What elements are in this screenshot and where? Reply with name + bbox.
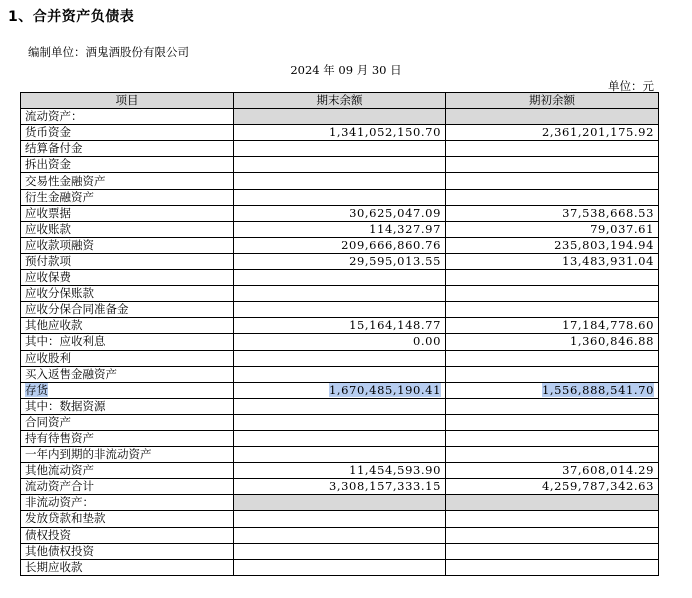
begin-balance-value: 37,608,014.29 [562,463,654,478]
end-balance-cell [234,430,446,446]
begin-balance-cell [446,527,659,543]
row-label [21,253,234,269]
table-row [21,125,659,141]
begin-balance-cell [446,479,659,495]
end-balance-cell [234,237,446,253]
end-balance-cell [234,318,446,334]
row-label [21,479,234,495]
begin-balance-cell [446,334,659,350]
row-label-text: 其他应收款 [25,318,83,333]
begin-balance-cell [446,253,659,269]
row-label-text: 拆出资金 [25,157,71,172]
end-balance-value: 11,454,593.90 [349,463,441,478]
begin-balance-cell [446,430,659,446]
row-label [21,366,234,382]
row-label [21,495,234,511]
begin-balance-value: 37,538,668.53 [562,205,654,220]
header-begin-balance: 期初余额 [446,93,659,109]
end-balance-value: 29,595,013.55 [349,253,441,268]
row-label [21,430,234,446]
begin-balance-cell [446,398,659,414]
row-label [21,189,234,205]
end-balance-cell [234,189,446,205]
table-row [21,205,659,221]
begin-balance-value: 79,037.61 [590,221,654,236]
begin-balance-cell [446,495,659,511]
end-balance-cell [234,479,446,495]
table-row [21,189,659,205]
row-label-text: 债权投资 [25,527,71,542]
end-balance-value: 1,670,485,190.41 [328,382,441,397]
unit-label: 单位：元 [608,79,654,93]
row-label-text: 其他债权投资 [25,543,94,558]
row-label-text: 发放贷款和垫款 [25,511,106,526]
end-balance-cell [234,253,446,269]
header-end-balance: 期末余额 [234,93,446,109]
row-label [21,270,234,286]
end-balance-cell [234,366,446,382]
row-label-text: 应收款项融资 [25,237,94,252]
begin-balance-value: 2,361,201,175.92 [541,125,654,140]
table-row [21,237,659,253]
row-label-text: 货币资金 [25,125,71,140]
begin-balance-cell [446,286,659,302]
table-row [21,543,659,559]
table-row [21,447,659,463]
table-row [21,463,659,479]
begin-balance-cell [446,350,659,366]
row-label [21,205,234,221]
table-row [21,109,659,125]
row-label-text: 存货 [25,382,48,397]
table-row [21,221,659,237]
table-row [21,270,659,286]
table-row [21,559,659,575]
begin-balance-cell [446,237,659,253]
begin-balance-cell [446,414,659,430]
row-label-text: 其中：数据资源 [25,398,106,413]
end-balance-cell [234,463,446,479]
begin-balance-value: 1,556,888,541.70 [541,382,654,397]
table-row [21,318,659,334]
end-balance-cell [234,398,446,414]
row-label-text: 应收账款 [25,221,71,236]
report-date: 2024 年 09 月 30 日 [290,63,402,77]
table-row [21,414,659,430]
end-balance-value: 0.00 [412,334,441,349]
begin-balance-value: 13,483,931.04 [562,253,654,268]
row-label-text: 其中：应收利息 [25,334,106,349]
begin-balance-cell [446,366,659,382]
begin-balance-value: 17,184,778.60 [562,318,654,333]
table-row [21,334,659,350]
end-balance-cell [234,447,446,463]
row-label [21,109,234,125]
row-label-text: 应收票据 [25,205,71,220]
row-label [21,350,234,366]
table-header-row [21,93,659,109]
table-row [21,157,659,173]
row-label-text: 非流动资产： [25,495,94,510]
table-row [21,286,659,302]
end-balance-cell [234,205,446,221]
row-label-text: 交易性金融资产 [25,173,106,188]
row-label [21,398,234,414]
row-label-text: 应收分保合同准备金 [25,302,129,317]
section-title: 1、合并资产负债表 [8,9,135,25]
row-label-text: 预付款项 [25,253,71,268]
begin-balance-cell [446,447,659,463]
begin-balance-cell [446,189,659,205]
begin-balance-value: 235,803,194.94 [554,237,654,252]
end-balance-cell [234,302,446,318]
end-balance-cell [234,511,446,527]
row-label-text: 其他流动资产 [25,463,94,478]
table-row [21,173,659,189]
header-item: 项目 [21,93,234,109]
end-balance-value: 3,308,157,333.15 [328,479,441,494]
row-label [21,334,234,350]
table-row [21,350,659,366]
end-balance-cell [234,141,446,157]
begin-balance-cell [446,318,659,334]
row-label [21,527,234,543]
begin-balance-cell [446,125,659,141]
end-balance-value: 114,327.97 [369,221,441,236]
row-label [21,237,234,253]
end-balance-cell [234,527,446,543]
table-row [21,495,659,511]
end-balance-cell [234,286,446,302]
begin-balance-cell [446,157,659,173]
row-label [21,463,234,479]
row-label [21,302,234,318]
row-label-text: 一年内到期的非流动资产 [25,447,152,462]
begin-balance-cell [446,543,659,559]
row-label [21,157,234,173]
end-balance-cell [234,109,446,125]
row-label [21,173,234,189]
row-label-text: 持有待售资产 [25,431,94,446]
begin-balance-cell [446,511,659,527]
end-balance-cell [234,334,446,350]
row-label-text: 流动资产： [25,109,83,124]
begin-balance-value: 1,360,846.88 [569,334,654,349]
row-label [21,559,234,575]
begin-balance-cell [446,559,659,575]
row-label-text: 长期应收款 [25,559,83,574]
table-row [21,511,659,527]
begin-balance-cell [446,221,659,237]
end-balance-value: 30,625,047.09 [349,205,441,220]
row-label [21,382,234,398]
end-balance-cell [234,414,446,430]
table-row [21,302,659,318]
table-row [21,479,659,495]
row-label-text: 应收股利 [25,350,71,365]
begin-balance-cell [446,463,659,479]
company-line: 编制单位：酒鬼酒股份有限公司 [28,45,189,59]
balance-sheet-table [20,92,659,576]
row-label [21,286,234,302]
end-balance-cell [234,221,446,237]
end-balance-value: 1,341,052,150.70 [328,125,441,140]
row-label-text: 买入返售金融资产 [25,366,117,381]
row-label [21,511,234,527]
begin-balance-cell [446,109,659,125]
end-balance-cell [234,382,446,398]
table-row [21,527,659,543]
end-balance-cell [234,543,446,559]
row-label [21,125,234,141]
row-label [21,141,234,157]
row-label [21,318,234,334]
begin-balance-cell [446,270,659,286]
begin-balance-cell [446,173,659,189]
row-label-text: 流动资产合计 [25,479,94,494]
table-row [21,382,659,398]
table-row [21,141,659,157]
begin-balance-cell [446,382,659,398]
row-label-text: 结算备付金 [25,141,83,156]
end-balance-cell [234,495,446,511]
row-label [21,414,234,430]
row-label-text: 应收保费 [25,270,71,285]
row-label-text: 应收分保账款 [25,286,94,301]
end-balance-cell [234,270,446,286]
row-label [21,447,234,463]
row-label-text: 衍生金融资产 [25,189,94,204]
table-row [21,430,659,446]
end-balance-cell [234,125,446,141]
row-label [21,543,234,559]
begin-balance-cell [446,205,659,221]
table-row [21,398,659,414]
end-balance-cell [234,350,446,366]
end-balance-value: 15,164,148.77 [349,318,441,333]
row-label [21,221,234,237]
end-balance-cell [234,559,446,575]
end-balance-value: 209,666,860.76 [341,237,441,252]
begin-balance-cell [446,302,659,318]
row-label-text: 合同资产 [25,414,71,429]
begin-balance-cell [446,141,659,157]
end-balance-cell [234,157,446,173]
begin-balance-value: 4,259,787,342.63 [541,479,654,494]
table-row [21,366,659,382]
end-balance-cell [234,173,446,189]
table-row [21,253,659,269]
